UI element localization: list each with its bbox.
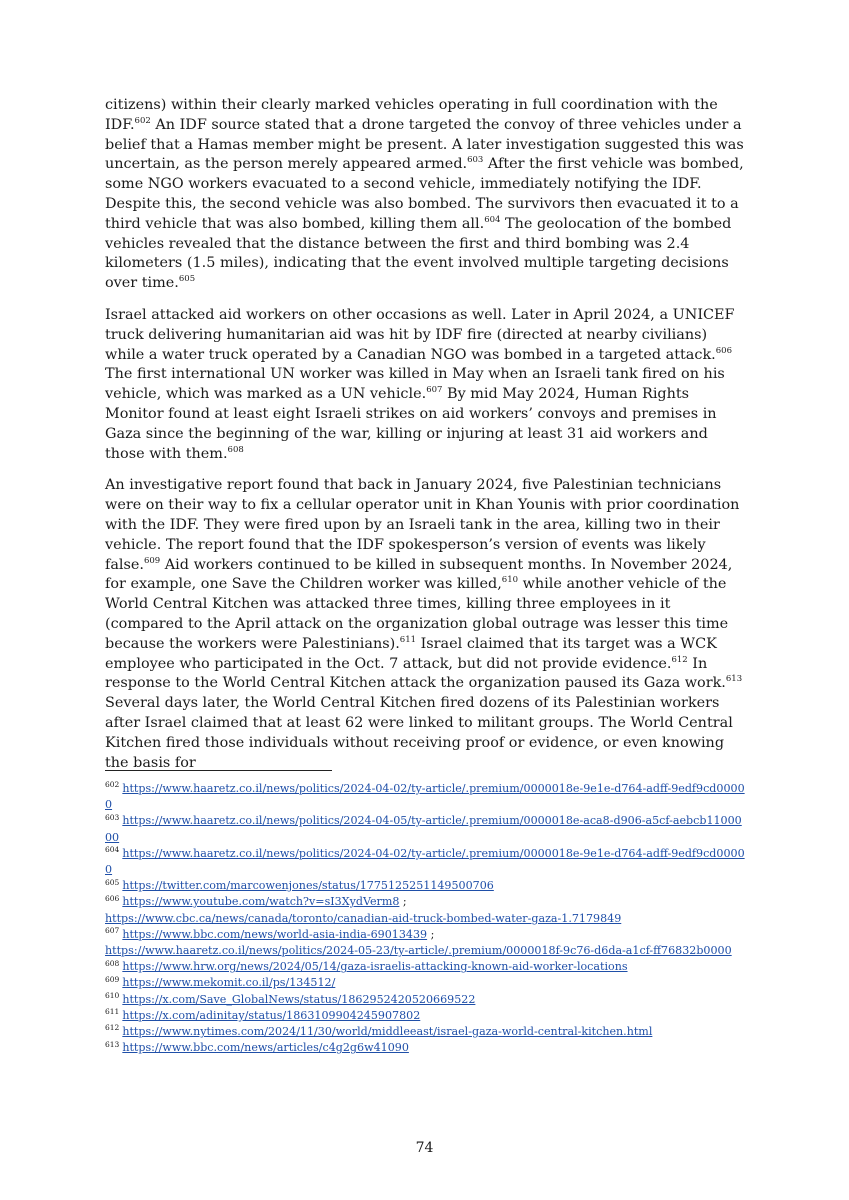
footnote-reference[interactable]: 603 (467, 155, 484, 166)
footnote (105, 927, 745, 959)
footnote-reference[interactable]: 609 (143, 555, 161, 566)
paragraph-text: In response to the World Central Kitchen attack the organization paused its Gaza work. (105, 655, 726, 692)
footnote-number: 604 (105, 845, 120, 855)
footnote-number: 612 (105, 1023, 120, 1033)
footnote-reference[interactable]: 605 (178, 274, 196, 285)
footnote-number: 605 (105, 877, 120, 887)
footnote-link[interactable]: https://www.cbc.ca/news/canada/toronto/canadian-aid-truck-bombed-water-gaza-1.7179849 (105, 911, 622, 925)
footnote-reference[interactable]: 606 (715, 345, 732, 356)
footnote-reference[interactable]: 604 (484, 214, 501, 225)
footnote (105, 959, 745, 975)
footnote-link[interactable]: https://x.com/Save_GlobalNews/status/1862952420520669522 (122, 992, 476, 1006)
footnote (105, 1008, 745, 1024)
paragraph-text: Israel attacked aid workers on other occasions as well. Later in April 2024, a UNICEF truck delivering humanitarian aid was hit by IDF fire (directed at nearby civilians) while a water truck operated by a Canadian NGO was bombed in a targeted attack. (105, 306, 735, 363)
footnote-number: 610 (105, 990, 120, 1000)
footnote (105, 813, 745, 845)
footnote-link[interactable]: https://www.mekomit.co.il/ps/134512/ (122, 976, 336, 990)
footnote-link[interactable]: https://www.hrw.org/news/2024/05/14/gaza-israelis-attacking-known-aid-worker-locations (122, 960, 628, 974)
paragraph-text: Israel claimed that its target was a WCK employee who participated in the Oct. 7 attack, but did not provide evidence. (105, 635, 717, 672)
paragraph-text: An investigative report found that back in January 2024, five Palestinian technicians were on their way to fix a cellular operator unit in Khan Younis with prior coordination with the IDF. They were fired upon by an Israeli tank in the area, killing two in their vehicle. The report found that the IDF spokesperson’s version of events was likely false. (105, 477, 740, 573)
footnote-link[interactable]: https://www.nytimes.com/2024/11/30/world/middleeast/israel-gaza-world-central-kitchen.html (122, 1025, 653, 1039)
footnote-link[interactable]: https://www.haaretz.co.il/news/politics/2024-04-02/ty-article/.premium/0000018e-9e1e-d764-adff-9edf9cd00000 (105, 782, 745, 812)
paragraph-text: The first international UN worker was killed in May when an Israeli tank fired on his vehicle, which was marked as a UN vehicle. (105, 366, 725, 403)
footnote-separator: ; (427, 927, 435, 941)
footnote-link[interactable]: https://www.youtube.com/watch?v=sI3XydVerm8 (122, 895, 400, 909)
paragraph (105, 306, 750, 464)
footnote-link[interactable]: https://twitter.com/marcowenjones/status/1775125251149500706 (122, 879, 494, 893)
paragraph (105, 96, 750, 294)
footnote-number: 606 (105, 893, 120, 903)
footnote-link[interactable]: https://www.haaretz.co.il/news/politics/2024-04-02/ty-article/.premium/0000018e-9e1e-d764-adff-9edf9cd00000 (105, 846, 745, 877)
paragraph-text: Several days later, the World Central Kitchen fired dozens of its Palestinian workers after Israel claimed that at least 62 were linked to militant groups. The World Central Kitchen fired those individuals without receiving proof or evidence, or even knowing the basis for (105, 695, 733, 771)
footnote-link[interactable]: https://www.bbc.com/news/world-asia-india-69013439 (122, 927, 428, 941)
paragraph-text: By mid May 2024, Human Rights Monitor found at least eight Israeli strikes on aid workers’ convoys and premises in Gaza since the beginning of the war, killing or injuring at least 31 aid workers and those with them. (105, 386, 717, 462)
footnote (105, 975, 745, 991)
paragraph-text: citizens) within their clearly marked vehicles operating in full coordination with the IDF. (105, 97, 718, 133)
footnote (105, 781, 745, 813)
footnote-reference[interactable]: 612 (671, 654, 688, 665)
footnote (105, 846, 745, 878)
footnote (105, 1040, 745, 1056)
footnote-number: 608 (105, 958, 120, 968)
footnote-reference[interactable]: 602 (134, 116, 151, 126)
footnote-reference[interactable]: 613 (725, 674, 743, 685)
paragraph (105, 476, 750, 773)
footnote-reference[interactable]: 611 (399, 634, 417, 645)
footnote-reference[interactable]: 608 (227, 444, 244, 455)
paragraph-text: After the first vehicle was bombed, some NGO workers evacuated to a second vehicle, immediately notifying the IDF. Despite this, the second vehicle was also bombed. The survivors then evacuated it to a third vehicle that was also bombed, killing them all. (105, 156, 744, 232)
footnote (105, 1024, 745, 1040)
paragraph-text: The geolocation of the bombed vehicles revealed that the distance between the first and third bombing was 2.4 kilometers (1.5 miles), indicating that the event involved multiple targeting decisions over time. (105, 215, 732, 292)
footnote-link[interactable]: https://www.haaretz.co.il/news/politics/2024-05-23/ty-article/.premium/0000018f-9c76-d6da-a1cf-ff76832b0000 (105, 944, 732, 958)
footnote-link[interactable]: https://www.haaretz.co.il/news/politics/2024-04-05/ty-article/.premium/0000018e-aca8-d906-a5cf-aebcb1100000 (105, 814, 742, 844)
footnote-number: 611 (105, 1007, 120, 1017)
paragraph-text: while another vehicle of the World Central Kitchen was attacked three times, killing three employees in it (compared to the April attack on the organization global outrage was lesser this time because the workers were Palestinians). (105, 576, 729, 652)
footnote-number: 609 (105, 974, 120, 984)
footnote-number: 603 (105, 812, 120, 822)
footnote-number: 602 (105, 780, 120, 790)
footnote-reference[interactable]: 607 (426, 385, 443, 396)
footnote-reference[interactable]: 610 (501, 575, 519, 586)
page-number: 74 (415, 1140, 434, 1156)
body-text (105, 96, 750, 785)
footnotes-section (105, 781, 745, 1056)
footnote (105, 894, 745, 926)
footnote-divider (105, 770, 332, 771)
footnote (105, 878, 745, 894)
paragraph-text: Aid workers continued to be killed in subsequent months. In November 2024, for example, one Save the Children worker was killed, (105, 556, 733, 593)
paragraph-text: An IDF source stated that a drone targeted the convoy of three vehicles under a belief that a Hamas member might be present. A later investigation suggested this was uncertain, as the person merely appeared armed. (105, 116, 744, 173)
footnote-separator: ; (399, 895, 407, 909)
footnote (105, 992, 745, 1008)
footnote-link[interactable]: https://x.com/adinitay/status/1863109904245907802 (122, 1008, 421, 1022)
footnote-number: 613 (105, 1039, 120, 1049)
footnote-link[interactable]: https://www.bbc.com/news/articles/c4g2g6w41090 (122, 1041, 409, 1055)
footnote-number: 607 (105, 926, 120, 936)
